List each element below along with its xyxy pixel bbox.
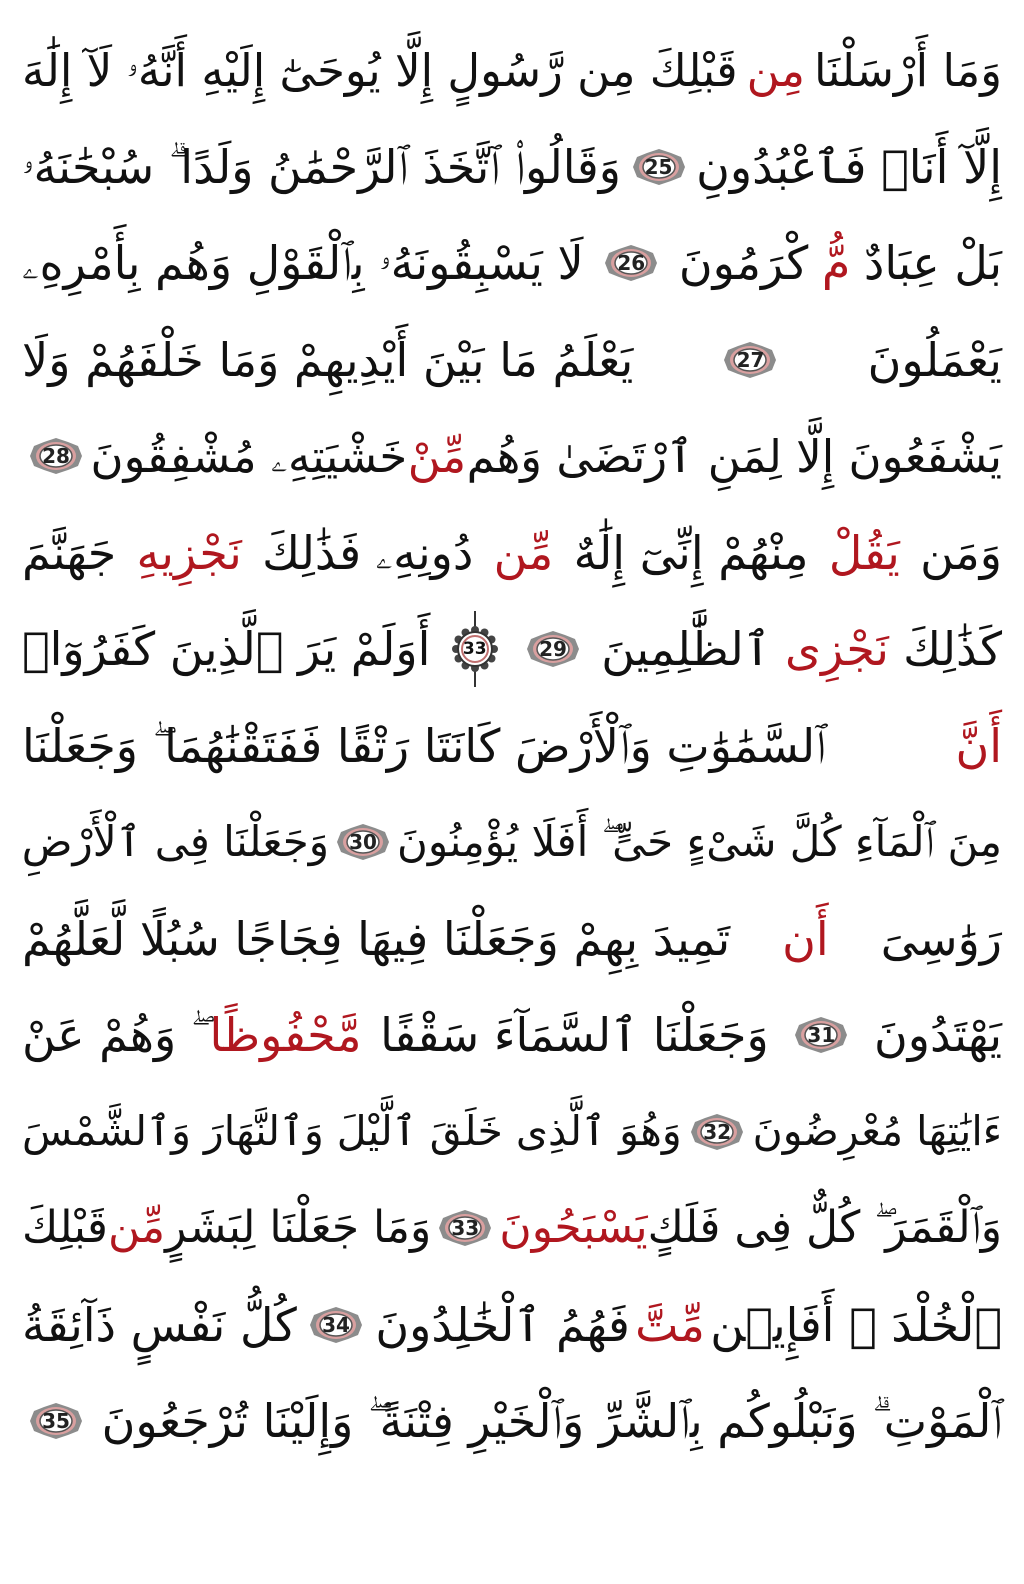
verse-text: وَمَن	[920, 525, 1002, 580]
ayah-number: 33	[451, 1216, 480, 1241]
tajweed-highlight-text: مِّنْ	[407, 429, 467, 483]
verse-line	[22, 1084, 1002, 1181]
verse-text: وَٱلْقَمَرَ ۖ كُلٌّ فِى فَلَكٍ	[647, 1202, 1002, 1254]
verse-line	[22, 408, 1002, 505]
ayah-number-marker	[603, 243, 659, 283]
tajweed-highlight-text: مِّن	[493, 525, 554, 580]
verse-text: أَوَلَمْ يَرَ ٱلَّذِينَ كَفَرُوٓا۟	[22, 622, 431, 677]
verse-text: جَهَنَّمَ	[22, 525, 117, 580]
tajweed-highlight-text: يَقُلْ	[828, 525, 900, 580]
verse-text: بَلْ عِبَادٌ	[863, 236, 1002, 291]
verse-text: مِنَ ٱلْمَآءِ كُلَّ شَىْءٍ حَىٍّ ۖ أَفَلَا يُؤْمِنُونَ	[397, 817, 1002, 867]
ayah-number: 26	[617, 251, 646, 276]
tajweed-highlight-text: مِن	[746, 43, 806, 97]
verse-line	[22, 698, 1002, 795]
verse-text: كَذَٰلِكَ	[903, 622, 1002, 677]
ayah-number-marker	[437, 1208, 493, 1248]
tajweed-highlight-text: أَن	[782, 911, 829, 966]
verse-line	[22, 22, 1002, 119]
ayah-number: 28	[42, 444, 70, 469]
verse-text: مِنْهُمْ إِنِّىٓ إِلَٰهٌ	[573, 525, 809, 580]
ayah-number-marker	[793, 1015, 849, 1055]
verse-text: تَمِيدَ بِهِمْ وَجَعَلْنَا فِيهَا فِجَاجًا سُبُلًا لَّعَلَّهُمْ	[22, 911, 731, 966]
tajweed-highlight-text: نَجْزِى	[785, 622, 889, 677]
ayah-number: 31	[807, 1023, 836, 1048]
ayah-number-marker	[689, 1112, 745, 1152]
verse-text: دُونِهِۦ فَذَٰلِكَ	[262, 525, 474, 580]
verse-text: كْرَمُونَ	[678, 236, 809, 291]
verse-text: قَبْلِكَ	[22, 1202, 108, 1254]
tajweed-highlight-text: نَجْزِيهِ	[136, 525, 242, 580]
verse-line	[22, 1373, 1002, 1470]
hizb-number: 33	[462, 638, 487, 659]
tajweed-highlight-text: مَّحْفُوظًا	[209, 1008, 362, 1063]
ayah-number-marker	[335, 822, 391, 862]
verse-line	[22, 987, 1002, 1084]
verse-line	[22, 215, 1002, 312]
ayah-number-marker	[308, 1305, 364, 1345]
verse-line	[22, 312, 1002, 409]
ayah-number: 35	[42, 1409, 70, 1434]
verse-text: ۖ وَهُمْ عَنْ	[22, 1008, 191, 1063]
tajweed-highlight-text: يَسْبَحُونَ	[499, 1202, 648, 1254]
verse-text: ٱلسَّمَٰوَٰتِ وَٱلْأَرْضَ كَانَتَا رَتْقًا فَفَتَقْنَٰهُمَا ۖ وَجَعَلْنَا	[22, 718, 826, 773]
ayah-number: 27	[736, 347, 765, 372]
verse-text: وَجَعَلْنَا فِى ٱلْأَرْضِ	[21, 817, 330, 867]
verse-text: خَشْيَتِهِۦ مُشْفِقُونَ	[90, 429, 408, 483]
verse-line	[22, 1277, 1002, 1374]
tajweed-highlight-text: أَنَّ	[955, 718, 1002, 773]
verse-text: كُلُّ نَفْسٍ ذَآئِقَةُ	[22, 1297, 297, 1352]
verse-text: فَهُمُ ٱلْخَٰلِدُونَ	[375, 1297, 630, 1352]
ayah-number: 30	[349, 830, 377, 855]
ayah-number: 25	[644, 154, 673, 179]
verse-text: ٱلْخُلْدَ ۖ أَفَإِي۟ن	[710, 1297, 1002, 1352]
verse-text: يَعْلَمُ مَا بَيْنَ أَيْدِيهِمْ وَمَا خَلْفَهُمْ وَلَا	[22, 332, 634, 387]
verse-line	[22, 891, 1002, 988]
verse-text: يَهْتَدُونَ	[873, 1008, 1002, 1063]
verse-line	[22, 505, 1002, 602]
ayah-number: 34	[322, 1312, 350, 1337]
verse-line	[22, 119, 1002, 216]
verse-line	[22, 794, 1002, 891]
verse-text: ٱلْمَوْتِ ۗ وَنَبْلُوكُم بِٱلشَّرِّ وَٱلْخَيْرِ فِتْنَةً ۖ وَإِلَيْنَا تُرْجَعُونَ	[101, 1394, 1002, 1449]
verse-text: وَمَا جَعَلْنَا لِبَشَرٍ	[165, 1202, 432, 1254]
tajweed-highlight-text: مِّتَّ	[635, 1297, 705, 1352]
verse-text: ءَايَٰتِهَا مُعْرِضُونَ	[752, 1107, 1002, 1156]
ayah-number-marker	[631, 147, 687, 187]
ayah-number-marker	[525, 629, 581, 669]
verse-text: وَهُوَ ٱلَّذِى خَلَقَ ٱلَّيْلَ وَٱلنَّهَارَ وَٱلشَّمْسَ	[22, 1107, 682, 1156]
verse-text: وَمَا أَرْسَلْنَا	[814, 43, 1002, 97]
verse-text: ٱلظَّٰلِمِينَ	[601, 622, 771, 677]
ayah-number-marker	[722, 340, 778, 380]
verse-text: يَشْفَعُونَ إِلَّا لِمَنِ ٱرْتَضَىٰ وَهُم	[466, 429, 1002, 483]
verse-text: يَعْمَلُونَ	[867, 332, 1002, 387]
verse-text: رَوَٰسِىَ	[880, 911, 1002, 966]
tajweed-highlight-text: مُّ	[821, 236, 851, 291]
ayah-number-marker	[28, 1401, 84, 1441]
verse-text: وَجَعَلْنَا ٱلسَّمَآءَ سَقْفًا	[380, 1008, 769, 1063]
verse-text: لَا يَسْبِقُونَهُۥ بِٱلْقَوْلِ وَهُم بِأَمْرِهِۦ	[22, 236, 584, 291]
ayah-number: 29	[539, 637, 567, 662]
verse-text: إِلَّآ أَنَا۠ فَٱعْبُدُونِ	[696, 139, 1002, 194]
hizb-marker	[449, 609, 501, 689]
verse-text: وَقَالُوا۟ ٱتَّخَذَ ٱلرَّحْمَٰنُ وَلَدًا ۗ سُبْحَٰنَهُۥ	[22, 139, 621, 194]
verse-text: قَبْلِكَ مِن رَّسُولٍ إِلَّا يُوحَىٰٓ إِلَيْهِ أَنَّهُۥ لَآ إِلَٰهَ	[22, 43, 738, 97]
ayah-number: 32	[703, 1119, 732, 1144]
tajweed-highlight-text: مِّن	[108, 1202, 166, 1254]
ayah-number-marker	[28, 436, 84, 476]
verse-line	[22, 1180, 1002, 1277]
verse-line	[22, 601, 1002, 698]
